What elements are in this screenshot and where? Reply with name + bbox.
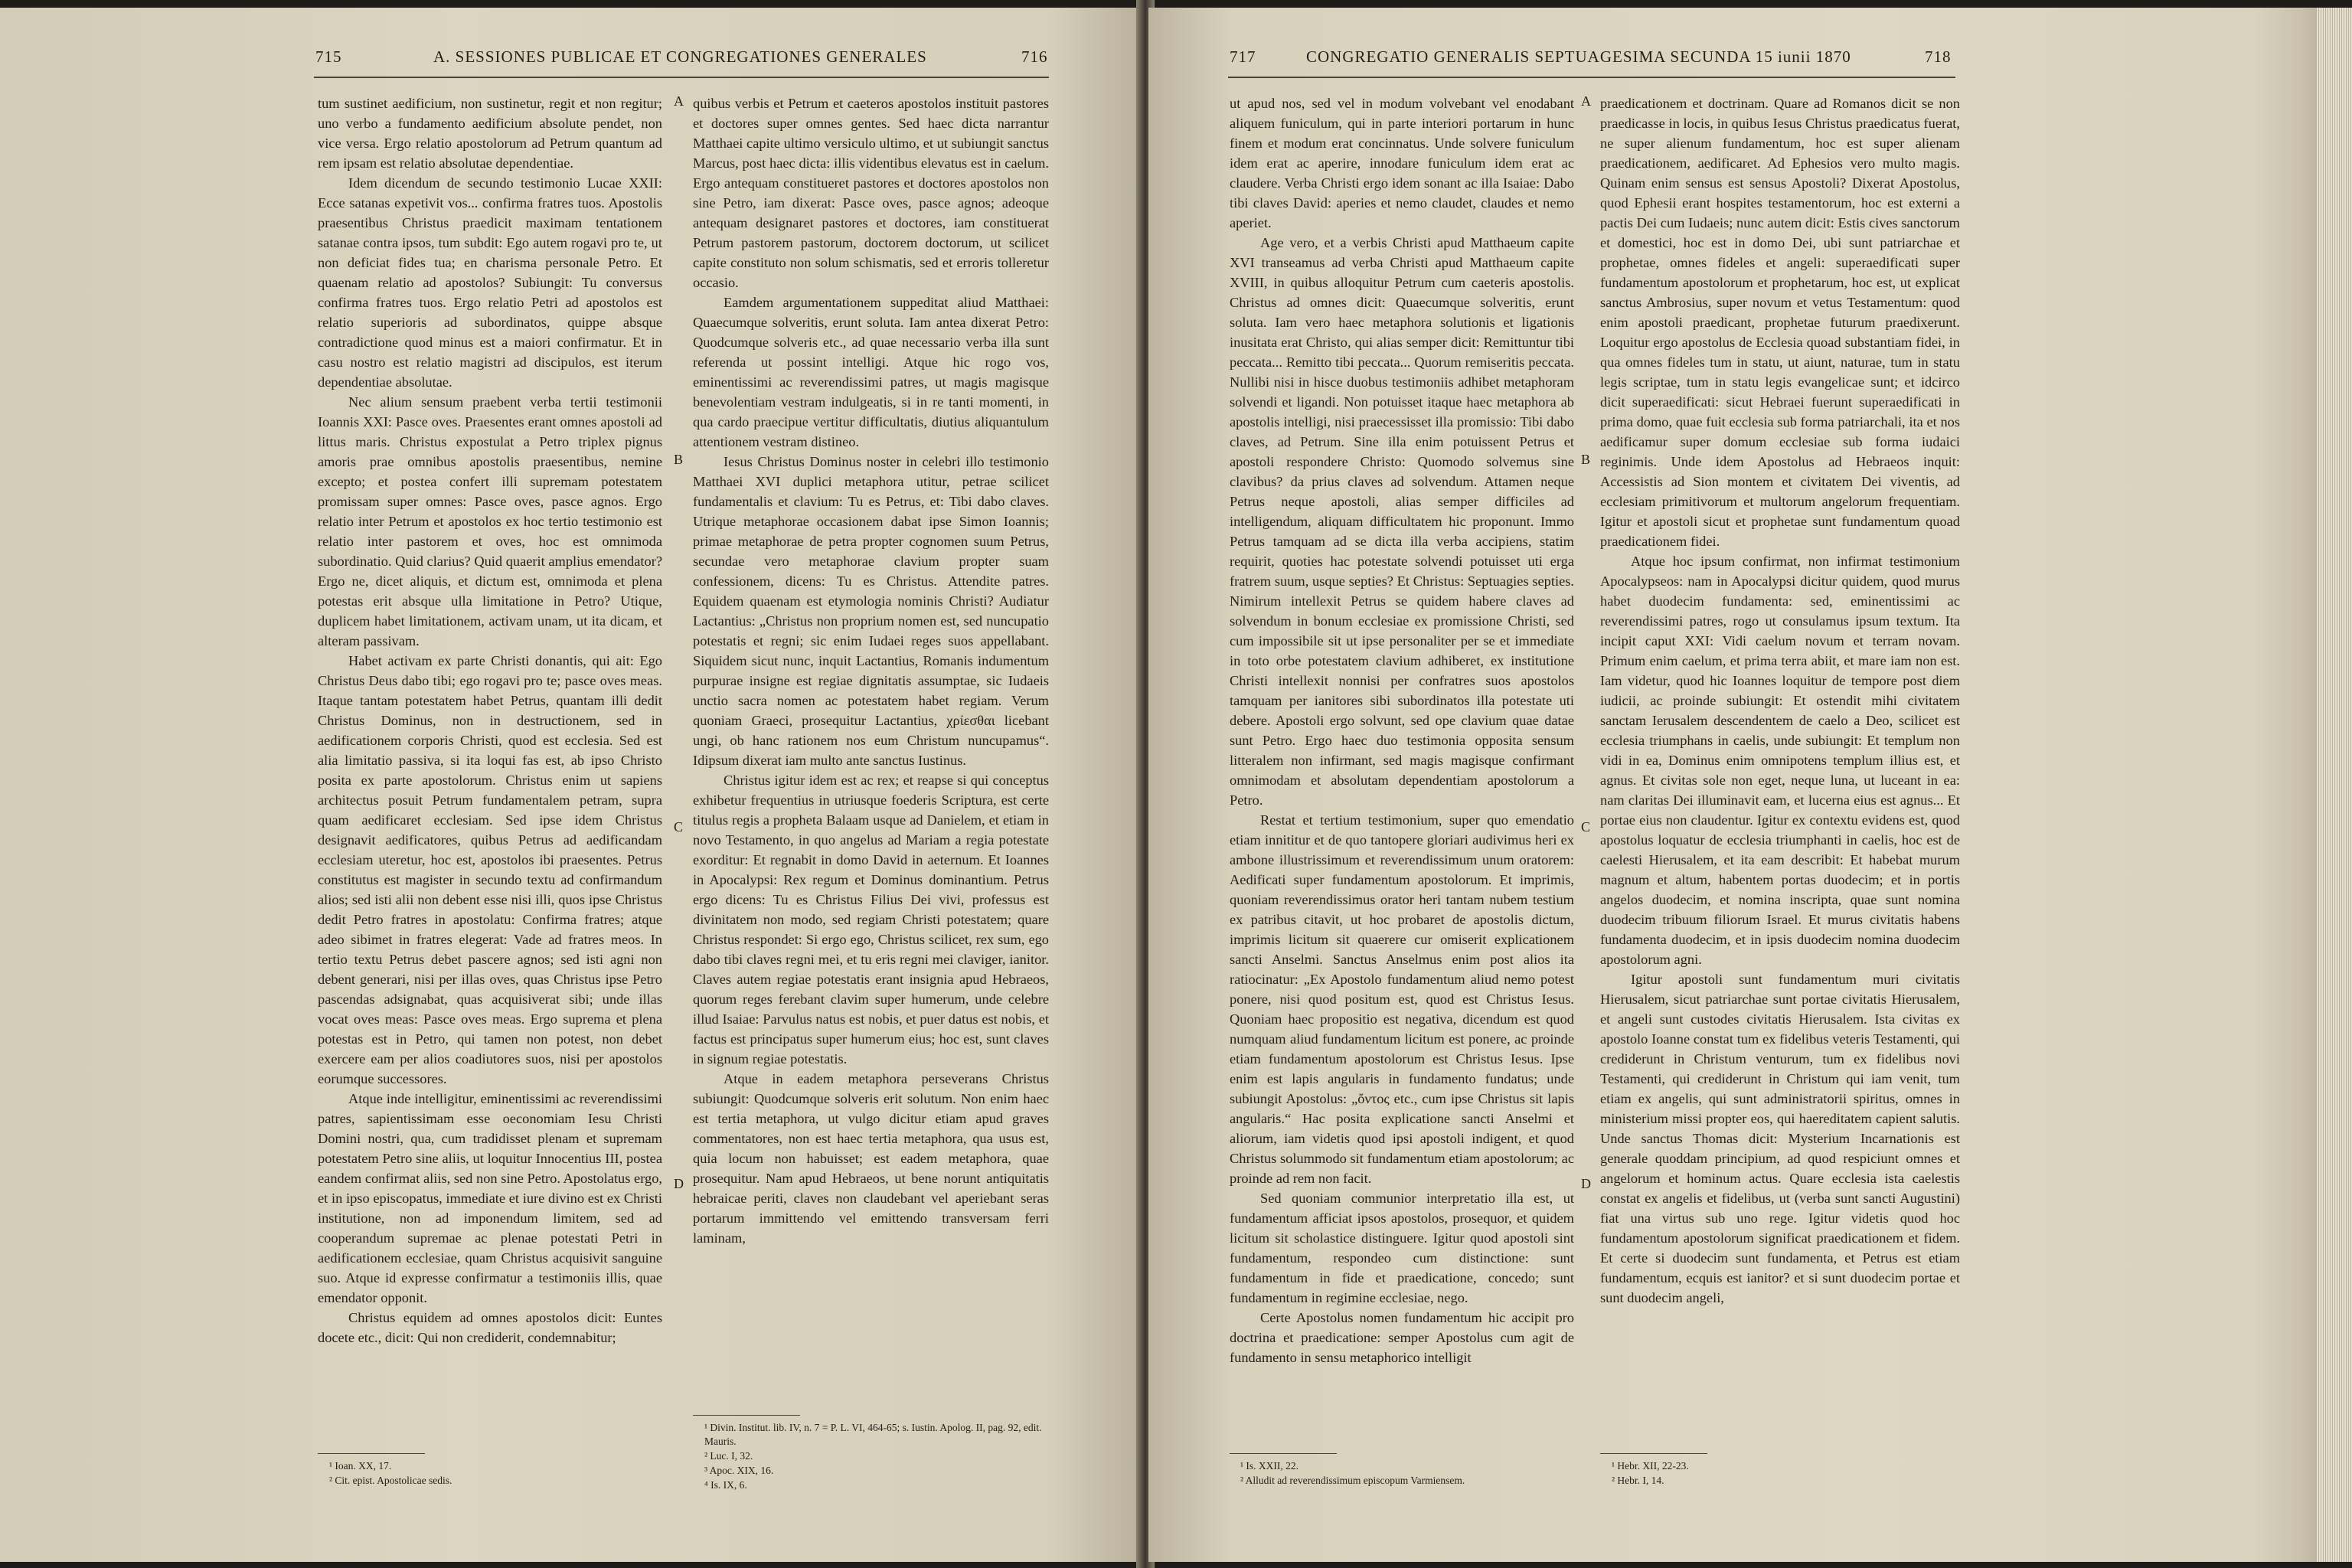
header-rule (314, 77, 1049, 78)
left-page-footnotes-2 (704, 1421, 1049, 1493)
footnote: ¹ Is. XXII, 22. (1240, 1460, 1299, 1472)
section-marker: D (1581, 1176, 1591, 1191)
right-page-folio-right: 718 (1925, 47, 1952, 66)
footnote-rule (318, 1453, 425, 1454)
right-page-folio-left: 717 (1230, 47, 1256, 66)
left-page-folio-left: 715 (315, 47, 342, 66)
footnote: ² Alludit ad reverendissimum episcopum Varmiensem. (1240, 1475, 1465, 1486)
section-marker: A (674, 93, 684, 109)
footnote: ² Hebr. I, 14. (1612, 1475, 1664, 1486)
page-edges (2317, 8, 2352, 1562)
section-marker: B (674, 452, 684, 467)
text-paragraph: Christus igitur idem est ac rex; et reapse si qui conceptus exhibetur frequentius in utriusque foederis Scriptura, est certe titulus regis a propheta Balaam usque ad Danielem, et etiam in novo Testamento, in quo angelus ad Mariam a regia potestate exorditur: Et regnabit in domo David in aeternum. Et Ioannes in Apocalypsi: Rex regum et Dominus dominantium. Petrus ergo dicens: Tu es Christus Filius Dei vivi, professus est divinitatem non modo, sed regiam Christi potestatem; quare Christus respondet: Si ergo ego, Christus scilicet, rex sum, ego dabo tibi claves regni mei, et tu eris regni mei claviger, ianitor. Claves autem regiae potestatis erant insignia apud Hebraeos, quorum reges ferebant clavim super humerum, unde celebre illud Isaiae: Parvulus natus est nobis, et puer datus est nobis, et factus est principatus super humerum eius; hoc est, sunt claves in signum regiae potestatis. (693, 773, 1049, 1067)
text-paragraph: ut apud nos, sed vel in modum volvebant vel enodabant aliquem funiculum, qui in parte interiori portarum in hunc finem et modum erat concinnatus. Unde solvere funiculum idem erat ac aperire, innodare funiculum idem erat ac claudere. Verba Christi ergo idem sonant ac illa Isaiae: Dabo tibi claves David: aperies et nemo claudet, claudes et nemo aperiet. (1230, 96, 1574, 230)
footnote: ³ Apoc. XIX, 16. (704, 1465, 774, 1476)
right-page (1148, 8, 2352, 1562)
text-paragraph: Age vero, et a verbis Christi apud Matthaeum capite XVI transeamus ad verba Christi apud Matthaeum capite XVIII, in quibus alloquitur Petrum cum caeteris apostolis. Christus ad omnes dicit: Quaecumque solveritis, erunt soluta. Iam vero haec metaphora solutionis et ligationis inusitata erat Christo, qui alias semper dicit: Remittuntur tibi peccata... Remitto tibi peccata... Quorum remiseritis peccata. Nullibi nisi in hisce duobus testimoniis adhibet metaphoram solvendi et ligandi. Non potuisset itaque haec metaphora ab apostolis intelligi, nisi praecessisset illa promissio: Tibi dabo claves, ad Petrum. Sine illa enim potuissent Petrus et apostoli respondere Christo: Quomodo solvemus sine clavibus? da prius claves ad solvendum. Attamen neque Petrus neque apostoli, alias semper difficiles ad intelligendum, aliquam difficultatem hic proponunt. Immo Petrus tamquam ad se dicta illa verba accipiens, statim requirit, quoties hac potestate solvendi potuisset uti erga fratrem suum, usque septies? Et Christus: Septuagies septies. Nimirum intellexit Petrus se quidem habere claves ad solvendum in bonum ecclesiae ex promissione Christi, sed cum impossibile sit ut ipse personaliter per se et immediate in toto orbe potestatem clavium adhiberet, ex institutione Christi intellexit nonnisi per confratres suos apostolos tamquam per ianitores sibi subordinatos illa potestate uti debere. Apostoli ergo solvunt, sed ope clavium quae datae sunt Petro. Ergo haec duo testimonia opposita sensum litteralem non infirmant, sed magis magisque confirmant omnimodam et absolutam dependentiam apostolorum a Petro. (1230, 235, 1574, 808)
text-paragraph: quibus verbis et Petrum et caeteros apostolos instituit pastores et doctores super omnes gentes. Sed haec dicta narrantur Matthaei capite ultimo versiculo ultimo, et ut subiungit sanctus Marcus, post haec dicta: illis videntibus elevatus est in caelum. Ergo antequam constitueret pastores et doctores apostolos non sine Petro, iam dixerat: Pasce oves, pasce agnos; adeoque antequam designaret pastores et doctores, iam constituerat Petrum pastorem pastorum, doctorem doctorum, ut scilicet capite constituto non solum schismatis, sed et erroris tolleretur occasio. (693, 96, 1049, 290)
left-page (0, 8, 1142, 1562)
section-marker: C (1581, 819, 1591, 835)
footnote: ¹ Ioan. XX, 17. (329, 1460, 392, 1472)
left-page-column-1 (318, 93, 662, 1348)
right-page-column-2 (1600, 93, 1960, 1308)
section-marker: A (1581, 93, 1591, 109)
right-page-footnotes-1 (1240, 1459, 1577, 1488)
left-page-column-2 (693, 93, 1049, 1248)
text-paragraph: Nec alium sensum praebent verba tertii testimonii Ioannis XXI: Pasce oves. Praesentes erant omnes apostoli ad littus maris. Christus expostulat a Petro triplex pignus amoris prae omnibus apostolis praesentibus, nemine excepto; et postea confert illi supremam potestatem promissam super omnes: Pasce oves, pasce agnos. Ergo relatio inter Petrum et apostolos ex hoc tertio testimonio est relatio inter pastorem et oves, hoc est omnimoda subordinatio. Quid clarius? Quid quaerit amplius emendator? Ergo ne, dicet aliquis, et dictum est, omnimoda et plena potestas erit absque ulla limitatione in Petro? Utique, duplicem habet limitationem, activam unam, ut ita dicam, et alteram passivam. (318, 394, 662, 648)
text-paragraph: Restat et tertium testimonium, super quo emendatio etiam innititur et de quo tantopere gloriari audivimus heri ex ambone illustrissimum et reverendissimum unum oratorem: Aedificati super fundamentum apostolorum. Et imprimis, quoniam reverendissimus orator heri tantam nubem testium ex patribus citavit, ut hoc probaret de apostolis dictum, imprimis licitum sit quaerere cur omiserit explicationem sancti Anselmi. Sanctus Anselmus enim post alios ita ratiocinatur: „Ex Apostolo fundamentum aliud nemo potest ponere, nisi quod positum est, quod est Christus Iesus. Quoniam haec propositio est negativa, dicendum est quod numquam aliud fundamentum licitum est ponere, ac proinde etiam fundamentum apostolorum est Christus Iesus. Ipse enim est lapis angularis in fundamento fundatus; unde subiungit Apostolus: „ὄντος etc., cum ipse Christus sit lapis angularis.“ Hac posita explicatione sancti Anselmi et aliorum, iam videtis quod ipsi apostoli indigent, et quod Christus solummodo sit fundamentum etiam apostolorum; ac proinde ad rem non facit. (1230, 812, 1574, 1186)
footnote: ¹ Hebr. XII, 22-23. (1612, 1460, 1689, 1472)
left-page-footnotes-1 (329, 1459, 658, 1488)
text-paragraph: Igitur apostoli sunt fundamentum muri civitatis Hierusalem, sicut patriarchae sunt portae civitatis Hierusalem, et angeli sunt custodes civitatis Hierusalem. Ista civitas ex apostolo Ioanne constat tum ex fidelibus veteris Testamenti, qui crediderunt in Christum venturum, tum ex fidelibus novi Testamenti, qui crediderunt in Christum qui iam venit, tum etiam ex angelis, qui sunt administratorii spiritus, omnes in ministerium missi propter eos, qui haereditatem capient salutis. Unde sanctus Thomas dicit: Mysterium Incarnationis est generale quoddam principium, ad quod respiciunt omnes et angelorum et hominum actus. Quare ecclesia ista caelestis constat ex angelis et fidelibus, ut (verba sunt sancti Augustini) fiat una virtus sub uno rege. Igitur videtis quod hoc fundamentum apostolorum significat praedicationem et fidem. Et certe si duodecim sunt fundamenta, et Petrus est etiam fundamentum, ecquis est ianitor? et si sunt duodecim portae et sunt duodecim angeli, (1600, 972, 1960, 1305)
right-page-footnotes-2 (1612, 1459, 1956, 1488)
text-paragraph: Atque hoc ipsum confirmat, non infirmat testimonium Apocalypseos: nam in Apocalypsi dicitur quidem, quod murus habet duodecim fundamenta: sed, eminentissimi ac reverendissimi patres, rogo ut consulamus ipsum textum. Ita incipit caput XXI: Vidi caelum novum et terram novam. Primum enim caelum, et prima terra abiit, et mare iam non est. Iam videtur, quod hic Ioannes loquitur de tempore post diem iudicii, ac proinde subiungit: Et ostendit mihi civitatem sanctam Ierusalem descendentem de caelo a Deo, scilicet est ecclesia triumphans in caelis, unde subiungit: Et templum non vidi in ea, Dominus enim omnipotens templum illius est, et agnus. Et civitas sole non eget, neque luna, ut luceant in ea: nam claritas Dei illuminavit eam, et lucerna eius est agnus... Et portae eius non claudentur. Igitur ex contextu evidens est, quod apostolus loquatur de ecclesia triumphanti in caelis, hoc est de caelesti Hierusalem, et ita eam describit: Et habebat murum magnum et altum, habentem portas duodecim; et in portis angelos duodecim, et nomina inscripta, quae sunt nomina duodecim tribuum filiorum Israel. Et murus civitatis habens fundamenta duodecim, et in ipsis duodecim nomina duodecim apostolorum agni. (1600, 554, 1960, 967)
header-rule (1228, 77, 1955, 78)
right-page-column-1 (1230, 93, 1574, 1367)
text-paragraph: Idem dicendum de secundo testimonio Lucae XXII: Ecce satanas expetivit vos... confirma fratres tuos. Apostolis praesentibus Christus praedicit maximam tentationem satanae contra ipsos, tum subdit: Ego autem rogavi pro te, ut non deficiat fides tua; en charisma personale Petro. Et quaenam relatio ad apostolos? Subiungit: Tu conversus confirma fratres tuos. Ergo relatio Petri ad apostolos est relatio superioris ad subordinatos, quippe absque contradictione quod minus est a maiori confirmatur. Et in casu nostro est relatio magistri ad discipulos, est iterum dependentiae absolutae. (318, 175, 662, 390)
footnote: ¹ Divin. Institut. lib. IV, n. 7 = P. L. VI, 464-65; s. Iustin. Apolog. II, pag. 92, edit. Mauris. (704, 1422, 1042, 1447)
text-paragraph: Christus equidem ad omnes apostolos dicit: Euntes docete etc., dicit: Qui non crediderit, condemnabitur; (318, 1310, 662, 1345)
text-paragraph: Certe Apostolus nomen fundamentum hic accipit pro doctrina et praedicatione: semper Apostolus cum agit de fundamento in sensu metaphorico intelligit (1230, 1310, 1574, 1365)
section-marker: D (674, 1176, 684, 1191)
text-paragraph: praedicationem et doctrinam. Quare ad Romanos dicit se non praedicasse in locis, in quibus Iesus Christus praedicatus fuerat, ne super alienum fundamentum, hoc est super alienam praedicationem, aedificaret. Ad Ephesios vero multo magis. Quinam enim sensus est sensus Apostoli? Dixerat Apostolus, quod Ephesii erant hospites testamentorum, hoc est externi a pactis Dei cum Iudaeis; nunc autem dicit: Estis cives sanctorum et domestici, hoc est in domo Dei, ubi sunt patriarchae et prophetae, omnes fideles et angeli: superaedificati super fundamentum apostolorum et prophetarum, hoc est, ut explicat sanctus Ambrosius, super novum et vetus Testamentum: quod enim apostoli praedicant, prophetae futurum praedixerunt. Loquitur ergo apostolus de Ecclesia quoad substantiam fidei, in qua omnes fideles tum in statu, ut aiunt, naturae, tum in statu legis scriptae, tum in statu legis evangelicae sunt; et idcirco dicit superaedificati: sicut Hebraei fuerunt superaedificati in prima domo, quae fuit ecclesia sub forma patriarchali, ita et nos aedificamur super domum ecclesiae sub forma iudaici reginimis. Unde idem Apostolus ad Hebraeos inquit: Accessistis ad Sion montem et civitatem Dei viventis, ad ecclesiam primitivorum et multorum angelorum frequentiam. Igitur et apostoli sicut et prophetae sunt fundamentum quoad praedicationem fidei. (1600, 96, 1960, 549)
footnote: ² Luc. I, 32. (704, 1450, 753, 1462)
text-paragraph: tum sustinet aedificium, non sustinetur, regit et non regitur; uno verbo a fundamento aedificium absolute pendet, non vice versa. Ergo relatio apostolorum ad Petrum quantum ad rem ipsam est relatio absolutae dependentiae. (318, 96, 662, 171)
text-paragraph: Eamdem argumentationem suppeditat aliud Matthaei: Quaecumque solveritis, erunt soluta. Iam antea dixerat Petro: Quodcumque solveris etc., ad quae necessario verba illa sunt referenda ut possint intelligi. Atque hic rogo vos, eminentissimi ac reverendissimi patres, ut magis magisque benevolentiam vestram indulgeatis, si in re tanti momenti, in qua cardo praecipue vertitur difficultatis, diutius aliquantulum attentionem vestram distineo. (693, 295, 1049, 449)
footnote-rule (1230, 1453, 1337, 1454)
text-paragraph: Atque in eadem metaphora perseverans Christus subiungit: Quodcumque solveris erit solutum. Non enim haec est tertia metaphora, ut vulgo dicitur etiam apud graves commentatores, non est haec tertia metaphora, qua usus est, quia locum non habuisset; est eadem metaphora, quae prosequitur. Nam apud Hebraeos, ut bene norunt antiquitatis hebraicae periti, claves non claudebant vel aperiebant seras portarum immittendo vel emittendo transversam ferri laminam, (693, 1071, 1049, 1246)
text-paragraph: Sed quoniam communior interpretatio illa est, ut fundamentum afficiat ipsos apostolos, prosequor, et quidem licitum sit scholastice distinguere. Igitur quod apostoli sint fundamentum, respondeo cum distinctione: sunt fundamentum in fide et praedicatione, concedo; sunt fundamentum in regimine ecclesiae, nego. (1230, 1191, 1574, 1305)
footnote: ⁴ Is. IX, 6. (704, 1479, 747, 1491)
left-page-folio-right: 716 (1021, 47, 1048, 66)
section-marker: B (1581, 452, 1591, 467)
text-paragraph: Iesus Christus Dominus noster in celebri illo testimonio Matthaei XVI duplici metaphora utitur, petrae scilicet fundamentalis et clavium: Tu es Petrus, et: Tibi dabo claves. Utrique metaphorae occasionem dabat ipse Simon Ioannis; primae metaphorae de petra propter cognomen suum Petrus, secundae vero metaphorae clavium propter suam confessionem, dicens: Tu es Christus. Attendite patres. Equidem quaenam est etymologia nominis Christi? Audiatur Lactantius: „Christus non proprium nomen est, sed nuncupatio potestatis et regni; sic enim Iudaei reges suos appellabant. Siquidem sicut nunc, inquit Lactantius, Romanis indumentum purpurae insigne est regiae dignitatis assumptae, sic Iudaeis unctio sacra nomen ac potestatem habet regiam. Verum quoniam Graeci, prosequitur Lactantius, χρίεσθαι licebant ungi, ob hanc rationem nos eum Christum nuncupamus“. Idipsum dixerat iam multo ante sanctus Iustinus. (693, 454, 1049, 768)
text-paragraph: Habet activam ex parte Christi donantis, qui ait: Ego Christus Deus dabo tibi; ego rogavi pro te; pasce oves meas. Itaque tantam potestatem habet Petrus, quantam illi dedit Christus Dominus, non in destructionem, sed in aedificationem corporis Christi, quod est ecclesia. Sed est alia limitatio passiva, si ita loqui fas est, ab ipso Christo posita ex parte apostolorum. Christus enim ut sapiens architectus posuit Petrum fundamentalem petram, supra quam aedificaret ecclesiam. Sed ipse idem Christus designavit aedificatores, quibus Petrus ad aedificandam ecclesiam uteretur, hoc est, apostolos ibi praesentes. Petrus constitutus est magister in secundo textu ad confirmandum alios; sed isti alii non debent esse nisi illi, quos ipse Christus dedit Petro fratres in apostolatu: Confirma fratres; atque adeo sibimet in fratres elegerat: Vade ad fratres meos. In tertio textu Petrus debet pascere agnos; sed isti agni non debent generari, nisi per illas oves, quas Christus ipse Petro pascendas adsignabat, quas acquisiverat sibi; unde illas vocat oves meas: Pasce oves meas. Ergo suprema et plena potestas est in Petro, qui tamen non potest, non debet exercere eam per alios coadiutores suos, nisi per apostolos eorumque successores. (318, 653, 662, 1086)
right-page-running-head: CONGREGATIO GENERALIS SEPTUAGESIMA SECUNDA 15 iunii 1870 (1306, 47, 1851, 66)
footnote: ² Cit. epist. Apostolicae sedis. (329, 1475, 452, 1486)
section-marker: C (674, 819, 684, 835)
footnote-rule (693, 1415, 800, 1416)
left-page-running-head: A. SESSIONES PUBLICAE ET CONGREGATIONES GENERALES (433, 47, 927, 66)
footnote-rule (1600, 1453, 1707, 1454)
text-paragraph: Atque inde intelligitur, eminentissimi ac reverendissimi patres, sapientissimam esse oeconomiam Iesu Christi Domini nostri, qua, cum tradidisset plenam et supremam potestatem Petro sine aliis, ut loquitur Innocentius III, postea eandem confirmat aliis, sed non sine Petro. Apostolatus ergo, et in ipso episcopatus, immediate et iure divino est ex Christi institutione, non ad imponendum limitem, sed ad cooperandum supremae ac plenae potestati Petri in aedificationem ecclesiae, quam Christus acquisivit sanguine suo. Atque id expresse confirmatur a testimoniis illis, quae emendator opponit. (318, 1091, 662, 1305)
